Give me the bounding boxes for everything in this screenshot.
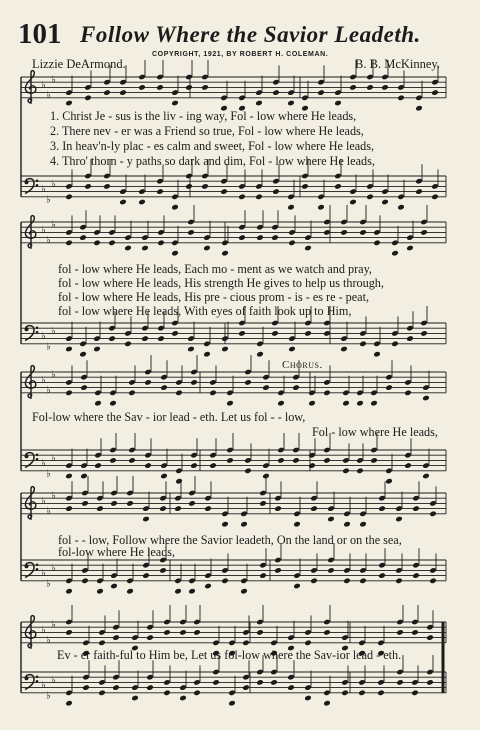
note-head [323, 629, 331, 636]
note-head [124, 245, 132, 252]
note-head [429, 578, 437, 585]
note-head [126, 500, 134, 507]
note-head [391, 341, 399, 348]
note-head [84, 95, 92, 102]
verse-line-3-1: 3. In heav'n-ly plac - es calm and sweet, Fol - low where He leads, [50, 139, 375, 153]
note-head [201, 183, 209, 190]
flat-icon: ♭ [46, 341, 51, 353]
note-head [340, 346, 348, 353]
note-head [323, 390, 331, 397]
note-head [412, 572, 420, 579]
note-head [84, 183, 92, 190]
note-head [65, 346, 73, 353]
note-head [80, 473, 88, 480]
note-head [112, 634, 120, 641]
note-head [366, 84, 374, 91]
note-head [131, 695, 139, 702]
note-head [385, 384, 393, 391]
note-head [411, 629, 419, 636]
note-head [65, 629, 73, 636]
note-head [193, 629, 201, 636]
note-head [119, 199, 127, 206]
note-head [144, 379, 152, 386]
note-head [304, 245, 312, 252]
note-head [277, 457, 285, 464]
note-head [141, 245, 149, 252]
note-head [65, 505, 73, 512]
note-head [255, 100, 263, 107]
note-head [146, 634, 154, 641]
note-head [65, 700, 73, 707]
flat-icon: ♭ [51, 178, 56, 190]
flat-icon: ♭ [51, 369, 56, 381]
verse-line-3-2: fol - low where He leads, His pre - cious prom - is - es re - peat, [58, 290, 370, 304]
note-head [293, 521, 301, 528]
note-head [415, 105, 423, 112]
note-head [79, 234, 87, 241]
chorus-line-2: fol - - low, Follow where the Savior leadeth, On the land or on the sea, [58, 533, 402, 547]
flat-icon: ♭ [46, 690, 51, 702]
note-head [420, 229, 428, 236]
note-head [259, 500, 267, 507]
flat-icon: ♭ [41, 224, 46, 236]
note-head [171, 250, 179, 257]
note-head [144, 462, 152, 469]
note-head [128, 390, 136, 397]
flat-icon: ♭ [41, 374, 46, 386]
note-head [244, 379, 252, 386]
chorus-line-2-echo: fol-low where He leads, [58, 545, 176, 559]
note-head [411, 690, 419, 697]
note-head [356, 468, 364, 475]
note-head [349, 199, 357, 206]
note-head [138, 199, 146, 206]
note-head [240, 588, 248, 595]
note-head [323, 457, 331, 464]
note-head [385, 478, 393, 485]
verse-line-2-1: 2. There nev - er was a Friend so true, Fol - low where He leads, [50, 124, 364, 138]
note-head [277, 400, 285, 407]
note-head [349, 84, 357, 91]
note-head [412, 505, 420, 512]
note-head [185, 84, 193, 91]
flat-icon: ♭ [51, 219, 56, 231]
verse-line-2-2: fol - low where He leads, His strength He gives to help us through, [58, 276, 384, 290]
note-head [370, 400, 378, 407]
note-head [272, 188, 280, 195]
note-head [293, 583, 301, 590]
note-head [126, 588, 134, 595]
flat-icon: ♭ [51, 74, 56, 86]
note-head [404, 390, 412, 397]
note-head [110, 583, 118, 590]
flat-icon: ♭ [41, 568, 46, 579]
note-head [255, 194, 263, 201]
note-head [256, 629, 264, 636]
note-head [82, 684, 90, 691]
note-head [65, 100, 73, 107]
note-head [81, 578, 89, 585]
note-head [163, 690, 171, 697]
note-head [238, 194, 246, 201]
note-head [110, 500, 118, 507]
chorus-line-3: Ev - er faith-ful to Him be, Let us fol-low where the Sav-ior lead - eth. [57, 648, 402, 662]
note-head [359, 521, 367, 528]
note-head [174, 588, 182, 595]
note-head [341, 690, 349, 697]
note-head [256, 351, 264, 358]
note-head [240, 521, 248, 528]
note-head [317, 89, 325, 96]
flat-icon: ♭ [41, 458, 46, 469]
flat-icon: ♭ [46, 194, 51, 206]
note-head [171, 100, 179, 107]
note-head [327, 567, 335, 574]
note-head [179, 695, 187, 702]
hymn-title: Follow Where the Savior Leadeth. [80, 22, 421, 47]
note-head [103, 183, 111, 190]
verse-line-4-2: fol - low where He leads, With eyes of faith look up to Him, [58, 304, 352, 318]
flat-icon: ♭ [41, 624, 46, 636]
note-head [226, 400, 234, 407]
note-head [359, 229, 367, 236]
note-head [112, 684, 120, 691]
flat-icon: ♭ [46, 385, 51, 397]
note-head [98, 640, 106, 647]
note-head [366, 194, 374, 201]
note-head [292, 384, 300, 391]
note-head [288, 346, 296, 353]
note-head [334, 183, 342, 190]
copyright-notice: COPYRIGHT, 1921, BY ROBERT H. COLEMAN. [152, 51, 329, 58]
note-head [204, 505, 212, 512]
note-head [244, 468, 252, 475]
note-head [209, 462, 217, 469]
note-head [396, 679, 404, 686]
note-head [381, 84, 389, 91]
chorus-line-1-echo: Fol - low where He leads, [312, 425, 438, 439]
note-head [160, 473, 168, 480]
note-head [358, 690, 366, 697]
note-head [301, 183, 309, 190]
note-head [259, 572, 267, 579]
note-head [397, 204, 405, 211]
note-head [391, 250, 399, 257]
flat-icon: ♭ [46, 468, 51, 480]
note-head [304, 330, 312, 337]
note-head [193, 690, 201, 697]
verse-line-1-1: 1. Christ Je - sus is the liv - ing way, Fol - low where He leads, [50, 109, 357, 123]
note-head [108, 335, 116, 342]
note-head [340, 229, 348, 236]
note-head [256, 679, 264, 686]
note-head [373, 351, 381, 358]
note-head [160, 384, 168, 391]
note-head [174, 505, 182, 512]
flat-icon: ♭ [41, 680, 46, 691]
note-head [93, 346, 101, 353]
note-head [359, 341, 367, 348]
note-head [287, 684, 295, 691]
note-head [395, 578, 403, 585]
note-head [323, 700, 331, 707]
note-head [141, 335, 149, 342]
note-head [343, 578, 351, 585]
composer: B. B. McKinney. [355, 57, 440, 71]
note-head [221, 346, 229, 353]
note-head [94, 400, 102, 407]
flat-icon: ♭ [41, 184, 46, 195]
note-head [163, 629, 171, 636]
note-head [157, 335, 165, 342]
note-head [271, 234, 279, 241]
note-head [381, 199, 389, 206]
note-head [292, 457, 300, 464]
note-head [404, 462, 412, 469]
note-head [396, 629, 404, 636]
note-head [185, 183, 193, 190]
flat-icon: ♭ [41, 79, 46, 91]
note-head [304, 640, 312, 647]
note-head [212, 679, 220, 686]
note-head [304, 695, 312, 702]
note-head [175, 390, 183, 397]
note-head [228, 700, 236, 707]
note-head [431, 89, 439, 96]
note-head [238, 330, 246, 337]
note-head [431, 194, 439, 201]
note-head [378, 572, 386, 579]
note-head [221, 578, 229, 585]
note-head [310, 578, 318, 585]
note-head [242, 684, 250, 691]
note-head [238, 234, 246, 241]
note-head [65, 588, 73, 595]
note-head [93, 240, 101, 247]
note-head [288, 240, 296, 247]
note-head [429, 511, 437, 518]
note-head [109, 457, 117, 464]
note-head [308, 462, 316, 469]
note-head [406, 335, 414, 342]
note-head [262, 384, 270, 391]
note-head [190, 379, 198, 386]
note-head [209, 390, 217, 397]
flat-icon: ♭ [41, 331, 46, 342]
note-head [373, 240, 381, 247]
note-head [179, 629, 187, 636]
note-head [327, 516, 335, 523]
note-head [156, 188, 164, 195]
note-head [96, 588, 104, 595]
chorus-label: Chorus. [282, 359, 323, 371]
note-head [201, 84, 209, 91]
verse-line-4-1: 4. Thro' thorn - y paths so dark and dim, Fol - low where He leads, [50, 154, 375, 168]
note-head [359, 578, 367, 585]
note-head [188, 500, 196, 507]
note-head [187, 229, 195, 236]
note-head [377, 690, 385, 697]
note-head [406, 245, 414, 252]
note-head [109, 400, 117, 407]
note-head [415, 188, 423, 195]
flat-icon: ♭ [51, 452, 56, 464]
note-head [124, 341, 132, 348]
note-head [94, 462, 102, 469]
note-head [426, 634, 434, 641]
note-head [146, 684, 154, 691]
flat-icon: ♭ [46, 578, 51, 590]
note-head [310, 505, 318, 512]
note-head [274, 505, 282, 512]
note-head [96, 505, 104, 512]
note-head [108, 240, 116, 247]
note-head [271, 330, 279, 337]
note-head [159, 567, 167, 574]
flat-icon: ♭ [51, 619, 56, 631]
note-head [220, 188, 228, 195]
note-head [203, 245, 211, 252]
note-head [187, 346, 195, 353]
note-head [221, 250, 229, 257]
note-head [378, 505, 386, 512]
note-head [65, 194, 73, 201]
flat-icon: ♭ [46, 90, 51, 102]
lyricist: Lizzie DeArmond. [32, 57, 126, 71]
verse-line-1-2: fol - low where He leads, Each mo - ment as we watch and pray, [58, 262, 372, 276]
note-head [204, 583, 212, 590]
note-head [342, 400, 350, 407]
note-head [175, 478, 183, 485]
note-head [317, 204, 325, 211]
flat-icon: ♭ [46, 635, 51, 647]
note-head [190, 462, 198, 469]
note-head [343, 521, 351, 528]
flat-icon: ♭ [46, 235, 51, 247]
flat-icon: ♭ [51, 562, 56, 574]
note-head [221, 521, 229, 528]
note-head [256, 234, 264, 241]
note-head [80, 384, 88, 391]
note-head [119, 89, 127, 96]
note-head [142, 572, 150, 579]
note-head [138, 84, 146, 91]
note-head [98, 690, 106, 697]
hymn-number: 101 [18, 18, 62, 50]
note-head [81, 500, 89, 507]
note-head [242, 640, 250, 647]
note-head [65, 473, 73, 480]
note-head [426, 679, 434, 686]
flat-icon: ♭ [41, 495, 46, 507]
note-head [308, 400, 316, 407]
note-head [171, 330, 179, 337]
chorus-line-1: Fol-low where the Sav - ior lead - eth. Let us fol - - low, [32, 410, 306, 424]
note-head [159, 505, 167, 512]
note-head [226, 457, 234, 464]
note-head [142, 516, 150, 523]
note-head [422, 473, 430, 480]
flat-icon: ♭ [51, 674, 56, 686]
note-head [188, 588, 196, 595]
note-head [65, 390, 73, 397]
note-head [274, 567, 282, 574]
note-head [171, 204, 179, 211]
flat-icon: ♭ [51, 325, 56, 337]
note-head [156, 84, 164, 91]
note-head [334, 100, 342, 107]
note-head [397, 95, 405, 102]
flat-icon: ♭ [46, 506, 51, 518]
note-head [287, 100, 295, 107]
note-head [65, 240, 73, 247]
note-head [342, 468, 350, 475]
note-head [356, 400, 364, 407]
note-head [287, 204, 295, 211]
flat-icon: ♭ [51, 490, 56, 502]
note-head [272, 89, 280, 96]
note-head [420, 330, 428, 337]
note-head [370, 457, 378, 464]
note-head [422, 395, 430, 402]
note-head [270, 679, 278, 686]
note-head [203, 351, 211, 358]
note-head [79, 351, 87, 358]
note-head [103, 89, 111, 96]
note-head [395, 516, 403, 523]
note-head [128, 457, 136, 464]
note-head [157, 240, 165, 247]
